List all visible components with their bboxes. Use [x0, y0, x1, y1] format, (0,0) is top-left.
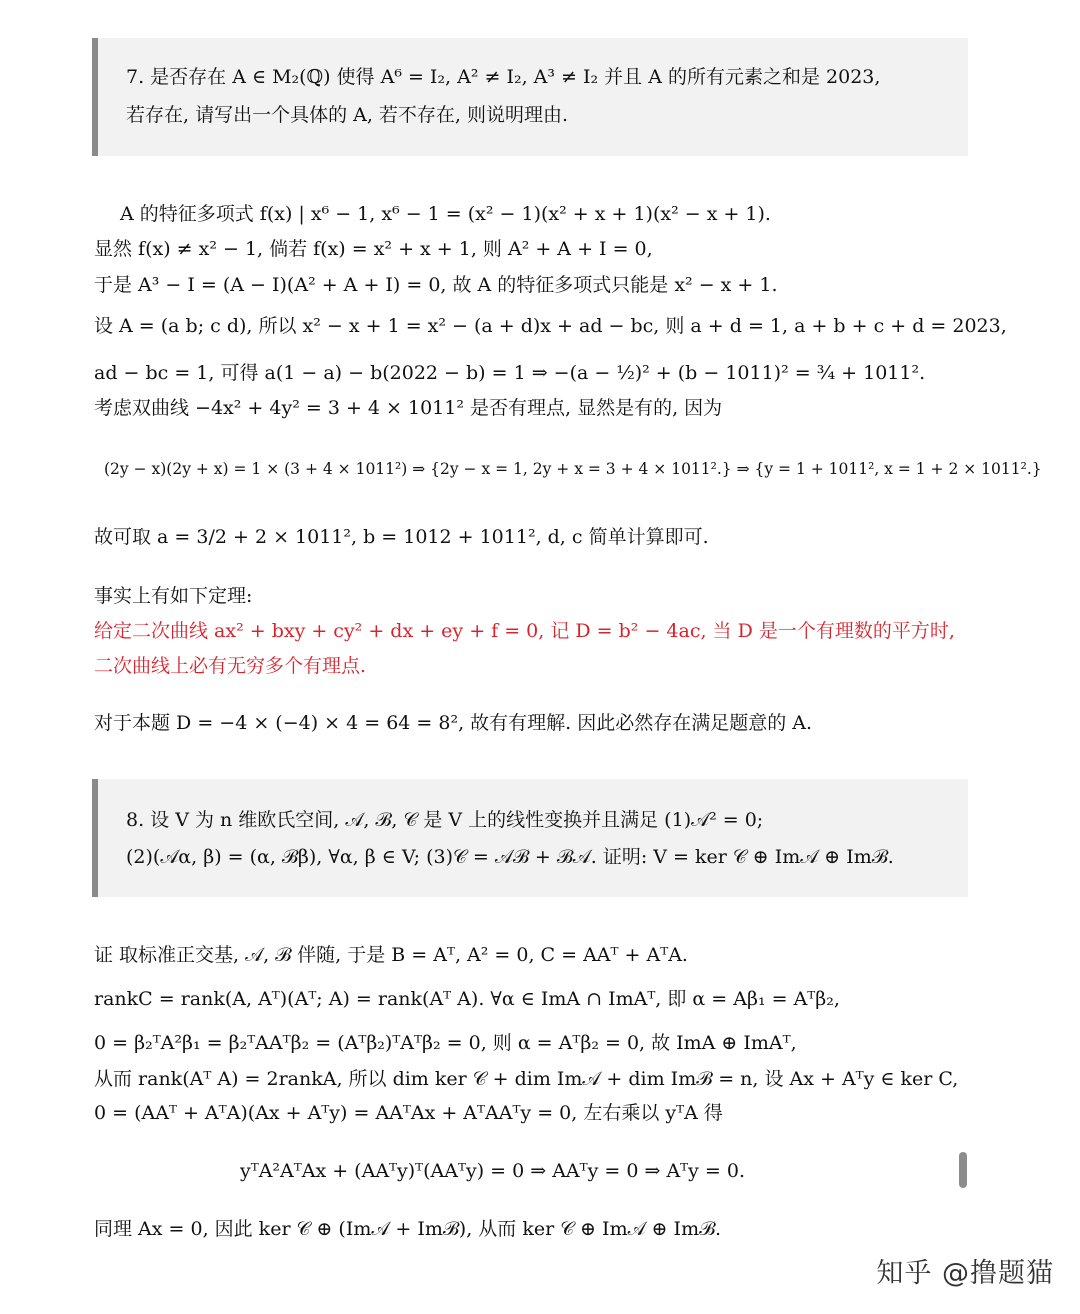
- problem-7-line-1: 7. 是否存在 A ∈ M₂(ℚ) 使得 A⁶ = I₂, A² ≠ I₂, A³ ≠ I₂ 并且 A 的所有元素之和是 2023,: [126, 66, 881, 88]
- solution-7-line-4: 设 A = (a b; c d), 所以 x² − x + 1 = x² − (a + d)x + ad − bc, 则 a + d = 1, a + b + c + d = 2023,: [94, 315, 1007, 337]
- problem-7-line-2: 若存在, 请写出一个具体的 A, 若不存在, 则说明理由.: [126, 104, 569, 126]
- solution-8-line-7: 同理 Ax = 0, 因此 ker 𝒞 ⊕ (Im𝒜 + Imℬ), 从而 ker 𝒞 ⊕ Im𝒜 ⊕ Imℬ.: [94, 1218, 722, 1240]
- solution-7-conclusion: 对于本题 D = −4 × (−4) × 4 = 64 = 8², 故有有理解. 因此必然存在满足题意的 A.: [94, 712, 813, 734]
- theorem-line-1: 给定二次曲线 ax² + bxy + cy² + dx + ey + f = 0, 记 D = b² − 4ac, 当 D 是一个有理数的平方时,: [94, 620, 955, 642]
- watermark: 知乎 @撸题猫: [876, 1258, 1054, 1289]
- solution-8-display-equation: yᵀA²AᵀAx + (AAᵀy)ᵀ(AAᵀy) = 0 ⇒ AAᵀy = 0 ⇒ Aᵀy = 0.: [240, 1160, 746, 1182]
- solution-8-line-2: rankC = rank(A, Aᵀ)(Aᵀ; A) = rank(Aᵀ A). ∀α ∈ ImA ∩ ImAᵀ, 即 α = Aβ₁ = Aᵀβ₂,: [94, 988, 840, 1010]
- solution-8-line-5: 0 = (AAᵀ + AᵀA)(Ax + Aᵀy) = AAᵀAx + AᵀAAᵀy = 0, 左右乘以 yᵀA 得: [94, 1102, 723, 1124]
- solution-7-line-8: 故可取 a = 3/2 + 2 × 1011², b = 1012 + 1011², d, c 简单计算即可.: [94, 526, 709, 548]
- solution-7-system-equation: (2y − x)(2y + x) = 1 × (3 + 4 × 1011²) ⇒ {2y − x = 1, 2y + x = 3 + 4 × 1011².} ⇒ {y = 1 + 1011², x = 1 + 2 × 1011².}: [104, 460, 1042, 478]
- problem-8-box: [92, 779, 968, 897]
- solution-7-line-2: 显然 f(x) ≠ x² − 1, 倘若 f(x) = x² + x + 1, 则 A² + A + I = 0,: [94, 238, 653, 260]
- solution-7-line-3: 于是 A³ − I = (A − I)(A² + A + I) = 0, 故 A 的特征多项式只能是 x² − x + 1.: [94, 274, 778, 296]
- theorem-line-2: 二次曲线上必有无穷多个有理点.: [94, 655, 367, 677]
- scrollbar-thumb[interactable]: [959, 1152, 967, 1188]
- problem-8-line-2: (2)(𝒜α, β) = (α, ℬβ), ∀α, β ∈ V; (3)𝒞 = 𝒜ℬ + ℬ𝒜. 证明: V = ker 𝒞 ⊕ Im𝒜 ⊕ Imℬ.: [126, 846, 894, 868]
- problem-8-line-1: 8. 设 V 为 n 维欧氏空间, 𝒜, ℬ, 𝒞 是 V 上的线性变换并且满足 (1)𝒜² = 0;: [126, 809, 764, 831]
- theorem-intro: 事实上有如下定理:: [94, 585, 253, 607]
- solution-8-line-4: 从而 rank(Aᵀ A) = 2rankA, 所以 dim ker 𝒞 + dim Im𝒜 + dim Imℬ = n, 设 Ax + Aᵀy ∈ ker C,: [94, 1068, 959, 1090]
- problem-7-box: [92, 38, 968, 156]
- solution-8-line-1: 证 取标准正交基, 𝒜, ℬ 伴随, 于是 B = Aᵀ, A² = 0, C = AAᵀ + AᵀA.: [94, 944, 688, 966]
- solution-7-line-1: A 的特征多项式 f(x) | x⁶ − 1, x⁶ − 1 = (x² − 1)(x² + x + 1)(x² − x + 1).: [120, 203, 771, 225]
- solution-7-line-6: 考虑双曲线 −4x² + 4y² = 3 + 4 × 1011² 是否有理点, 显然是有的, 因为: [94, 397, 723, 419]
- solution-8-line-3: 0 = β₂ᵀA²β₁ = β₂ᵀAAᵀβ₂ = (Aᵀβ₂)ᵀAᵀβ₂ = 0, 则 α = Aᵀβ₂ = 0, 故 ImA ⊕ ImAᵀ,: [94, 1032, 797, 1054]
- solution-7-line-5: ad − bc = 1, 可得 a(1 − a) − b(2022 − b) = 1 ⇒ −(a − ½)² + (b − 1011)² = ¾ + 1011².: [94, 362, 926, 384]
